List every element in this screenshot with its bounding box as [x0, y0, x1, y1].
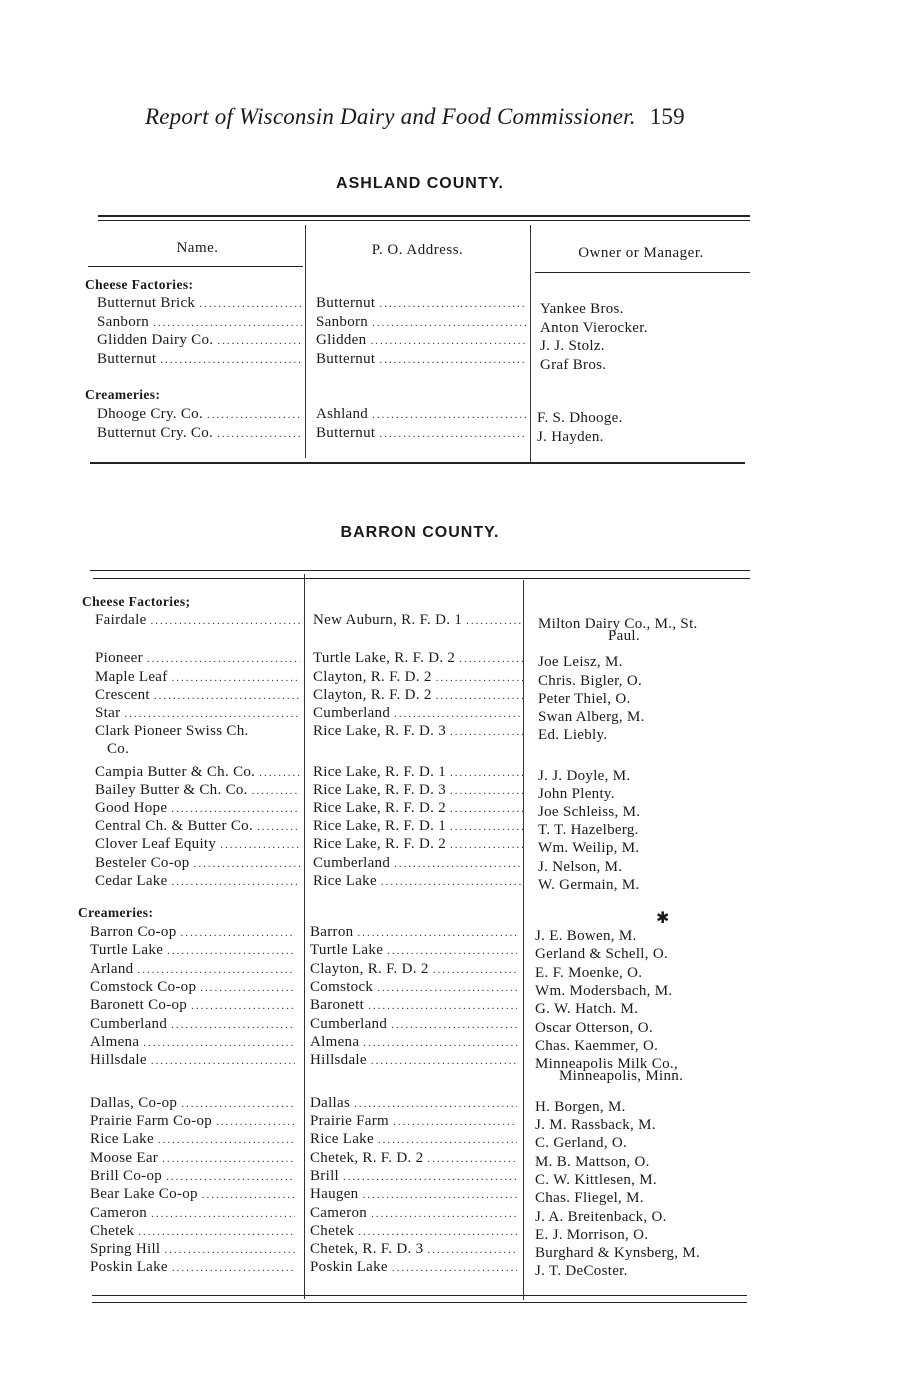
entry-address	[313, 611, 523, 630]
dot-leader	[137, 961, 295, 979]
entry-name	[90, 960, 295, 979]
entry-address	[310, 941, 517, 960]
entry-owner: Milton Dairy Co., M., St.	[538, 616, 698, 632]
entry-name	[97, 405, 302, 424]
entry-address-text: Rice Lake, R. F. D. 1	[313, 818, 446, 835]
entry-address	[313, 781, 523, 800]
dot-leader	[450, 800, 523, 818]
dot-leader	[171, 800, 300, 818]
ashland-name-header: Name.	[176, 240, 219, 256]
entry-address-text: Chetek	[310, 1222, 355, 1239]
entry-address-text: Rice Lake, R. F. D. 2	[313, 836, 446, 853]
entry-address-text: Comstock	[310, 978, 374, 995]
entry-owner: Joe Schleiss, M.	[538, 804, 641, 820]
entry-address	[310, 1204, 517, 1223]
dot-leader	[450, 818, 523, 836]
entry-name	[95, 835, 300, 854]
dot-leader	[378, 1131, 517, 1149]
ashland-bottom-rule	[90, 462, 745, 464]
dot-leader	[372, 406, 526, 424]
entry-name-text: Cedar Lake	[95, 872, 168, 889]
entry-address-text: Rice Lake, R. F. D. 3	[313, 723, 446, 740]
entry-owner: J. Hayden.	[537, 429, 604, 445]
entry-name-text: Crescent	[95, 686, 150, 703]
entry-address-text: Cumberland	[313, 705, 391, 721]
entry-address	[313, 704, 523, 723]
entry-address	[316, 405, 526, 424]
entry-address-text: Rice Lake, R. F. D. 1	[313, 763, 446, 780]
dot-leader	[167, 942, 295, 960]
dot-leader	[153, 314, 302, 332]
entry-name	[95, 817, 300, 836]
entry-name-text: Bailey Butter & Ch. Co.	[95, 781, 248, 798]
entry-name	[90, 1033, 295, 1052]
entry-owner: Peter Thiel, O.	[538, 690, 631, 707]
dot-leader	[357, 924, 517, 942]
entry-address-text: Prairie Farm	[310, 1113, 389, 1129]
entry-address-text: Clayton, R. F. D. 2	[310, 960, 429, 977]
dot-leader	[387, 942, 517, 960]
entry-name-text: Dhooge Cry. Co.	[97, 406, 204, 422]
dot-leader	[427, 1150, 517, 1168]
entry-address	[313, 835, 523, 854]
entry-name-text: Butternut	[97, 350, 157, 367]
entry-name	[95, 611, 300, 630]
entry-name-text: Fairdale	[95, 612, 147, 628]
entry-name	[95, 799, 300, 818]
entry-address	[310, 996, 517, 1015]
dot-leader	[450, 723, 523, 741]
entry-owner: Graf Bros.	[540, 356, 607, 373]
entry-name-text: Rice Lake	[90, 1131, 154, 1148]
dot-leader	[427, 1241, 517, 1259]
entry-owner: J. E. Bowen, M.	[535, 928, 637, 944]
entry-name	[90, 1094, 295, 1113]
entry-owner-cont: Minneapolis, Minn.	[559, 1068, 684, 1085]
entry-name	[97, 294, 302, 313]
entry-name-text: Hillsdale	[90, 1052, 147, 1069]
dot-leader	[202, 1186, 295, 1204]
dot-leader	[363, 1034, 517, 1052]
entry-address	[313, 649, 523, 668]
barron-col-divider-2	[523, 580, 524, 1300]
entry-address-text: Poskin Lake	[310, 1259, 388, 1276]
dot-leader	[154, 687, 300, 705]
entry-address-text: Rice Lake	[313, 872, 377, 889]
dot-leader	[362, 1186, 517, 1204]
dot-leader	[358, 1223, 517, 1241]
entry-name-text: Campia Butter & Ch. Co.	[95, 763, 256, 780]
entry-name	[95, 763, 300, 782]
dot-leader	[392, 1259, 517, 1277]
ornament-icon: ✱	[656, 908, 670, 927]
entry-name-text: Turtle Lake	[90, 942, 164, 959]
dot-leader	[164, 1241, 295, 1259]
entry-address-text: Ashland	[316, 406, 369, 422]
entry-address-text: Brill	[310, 1167, 340, 1184]
entry-owner: Yankee Bros.	[540, 301, 624, 317]
dot-leader	[171, 1016, 295, 1034]
dot-leader	[377, 979, 517, 997]
dot-leader	[450, 836, 523, 854]
entry-name-text: Glidden Dairy Co.	[97, 332, 214, 348]
entry-name	[90, 1051, 295, 1070]
dot-leader	[379, 295, 526, 313]
entry-name	[90, 923, 295, 942]
dot-leader	[172, 669, 300, 687]
entry-address	[310, 1185, 517, 1204]
entry-address	[310, 960, 517, 979]
entry-address	[310, 1015, 517, 1034]
entry-address-text: Hillsdale	[310, 1052, 367, 1069]
entry-name	[90, 1015, 295, 1034]
entry-owner: Chas. Kaemmer, O.	[535, 1037, 659, 1054]
entry-address-text: New Auburn, R. F. D. 1	[313, 612, 463, 628]
entry-address-text: Butternut	[316, 425, 376, 441]
entry-address	[316, 313, 526, 332]
entry-address	[316, 350, 526, 369]
entry-owner: W. Germain, M.	[538, 876, 640, 893]
entry-owner: Oscar Otterson, O.	[535, 1019, 653, 1036]
entry-address	[310, 923, 517, 942]
ashland-header-rule-1	[88, 266, 303, 267]
dot-leader	[143, 1034, 295, 1052]
entry-name-text: Almena	[90, 1033, 140, 1050]
entry-name-text: Butternut Brick	[97, 295, 196, 311]
entry-name-text: Cumberland	[90, 1015, 168, 1032]
entry-address-text: Turtle Lake, R. F. D. 2	[313, 650, 456, 667]
entry-name-text: Clover Leaf Equity	[95, 836, 217, 853]
barron-creameries-label: Creameries:	[78, 905, 154, 920]
entry-address-text: Butternut	[316, 295, 376, 311]
entry-name-text: Central Ch. & Butter Co.	[95, 818, 254, 835]
dot-leader	[216, 1113, 295, 1131]
dot-leader	[436, 687, 523, 705]
entry-name-text: Sanborn	[97, 313, 150, 330]
entry-name	[90, 1258, 295, 1277]
entry-name	[90, 1130, 295, 1149]
entry-owner: C. W. Kittlesen, M.	[535, 1171, 657, 1188]
dot-leader	[147, 650, 300, 668]
dot-leader	[252, 782, 300, 800]
entry-name-text: Bear Lake Co-op	[90, 1186, 198, 1203]
entry-address-text: Chetek, R. F. D. 2	[310, 1149, 424, 1166]
entry-name-text: Brill Co-op	[90, 1167, 163, 1184]
entry-name	[90, 1240, 295, 1259]
entry-name	[95, 686, 300, 705]
entry-address	[313, 872, 523, 891]
barron-county-title: BARRON COUNTY.	[340, 524, 500, 541]
dot-leader	[151, 612, 300, 630]
entry-owner: Wm. Weilip, M.	[538, 840, 640, 857]
entry-address	[316, 331, 526, 350]
entry-address	[316, 424, 526, 443]
entry-address	[313, 854, 523, 873]
dot-leader	[436, 669, 523, 687]
entry-address-text: Rice Lake	[310, 1131, 374, 1148]
dot-leader	[158, 1131, 295, 1149]
entry-name	[90, 1149, 295, 1168]
dot-leader	[394, 705, 523, 723]
entry-address-text: Glidden	[316, 332, 367, 348]
dot-leader	[379, 351, 526, 369]
entry-name	[90, 941, 295, 960]
entry-owner: M. B. Mattson, O.	[535, 1153, 650, 1170]
dot-leader	[372, 314, 526, 332]
dot-leader	[124, 705, 300, 723]
dot-leader	[181, 1095, 295, 1113]
entry-name	[95, 781, 300, 800]
dot-leader	[371, 1205, 517, 1223]
entry-address	[310, 1167, 517, 1186]
dot-leader	[371, 1052, 517, 1070]
dot-leader	[459, 650, 523, 668]
entry-owner: C. Gerland, O.	[535, 1135, 628, 1152]
entry-name	[95, 649, 300, 668]
dot-leader	[162, 1150, 295, 1168]
entry-address	[310, 1258, 517, 1277]
entry-address	[310, 978, 517, 997]
entry-address	[310, 1051, 517, 1070]
entry-owner: Burghard & Kynsberg, M.	[535, 1245, 701, 1262]
ashland-header-rule-3	[535, 272, 750, 273]
entry-address	[313, 763, 523, 782]
entry-address	[310, 1033, 517, 1052]
entry-name: Clark Pioneer Swiss Ch.	[95, 723, 249, 740]
entry-name	[90, 1112, 295, 1131]
entry-address-text: Clayton, R. F. D. 2	[313, 668, 432, 685]
dot-leader	[343, 1168, 517, 1186]
entry-name-text: Baronett Co-op	[90, 997, 188, 1014]
dot-leader	[217, 332, 302, 350]
entry-address	[310, 1094, 517, 1113]
entry-address-text: Dallas	[310, 1094, 351, 1111]
entry-name-text: Arland	[90, 960, 134, 977]
entry-name-text: Star	[95, 705, 121, 721]
dot-leader	[199, 295, 302, 313]
ashland-cheese-label: Cheese Factories:	[85, 277, 194, 292]
entry-name-text: Barron Co-op	[90, 924, 177, 940]
ashland-address-header: P. O. Address.	[371, 242, 464, 258]
entry-owner: E. J. Morrison, O.	[535, 1226, 649, 1243]
ashland-col-divider-1	[305, 225, 306, 458]
entry-address-text: Clayton, R. F. D. 2	[313, 686, 432, 703]
entry-address-text: Baronett	[310, 997, 365, 1014]
dot-leader	[166, 1168, 295, 1186]
entry-address	[310, 1240, 517, 1259]
entry-address-text: Almena	[310, 1033, 360, 1050]
ashland-creameries-label: Creameries:	[85, 387, 161, 402]
entry-address	[310, 1149, 517, 1168]
dot-leader	[257, 818, 300, 836]
entry-name	[95, 704, 300, 723]
entry-owner: J. Nelson, M.	[538, 858, 623, 875]
ashland-top-rule-thin	[98, 220, 750, 221]
entry-name	[90, 978, 295, 997]
dot-leader	[433, 961, 517, 979]
dot-leader	[217, 425, 302, 443]
entry-name	[90, 996, 295, 1015]
entry-name-text: Cameron	[90, 1204, 148, 1221]
entry-address-text: Rice Lake, R. F. D. 2	[313, 800, 446, 816]
entry-name	[97, 331, 302, 350]
entry-address	[310, 1112, 517, 1131]
entry-name-text: Pioneer	[95, 650, 143, 667]
dot-leader	[191, 997, 295, 1015]
entry-owner: Gerland & Schell, O.	[535, 946, 669, 963]
entry-owner: Chris. Bigler, O.	[538, 672, 643, 689]
entry-name-text: Butternut Cry. Co.	[97, 425, 214, 441]
entry-address-text: Barron	[310, 924, 354, 940]
entry-name-text: Chetek	[90, 1222, 135, 1239]
dot-leader	[466, 612, 523, 630]
entry-owner-cont: Paul.	[608, 628, 640, 645]
entry-name	[97, 313, 302, 332]
dot-leader	[393, 1113, 517, 1131]
entry-owner: Joe Leisz, M.	[538, 654, 623, 671]
entry-address-text: Chetek, R. F. D. 3	[310, 1241, 424, 1258]
ashland-county-title: ASHLAND COUNTY.	[336, 175, 504, 192]
entry-name-text: Prairie Farm Co-op	[90, 1113, 213, 1129]
entry-owner: J. T. DeCoster.	[535, 1263, 628, 1280]
dot-leader	[354, 1095, 517, 1113]
dot-leader	[259, 764, 300, 782]
entry-owner: Wm. Modersbach, M.	[535, 982, 673, 999]
entry-address	[313, 817, 523, 836]
barron-top-rule	[90, 570, 750, 571]
entry-owner: F. S. Dhooge.	[537, 410, 623, 426]
entry-owner: E. F. Moenke, O.	[535, 964, 643, 981]
dot-leader	[172, 873, 300, 891]
entry-address-text: Rice Lake, R. F. D. 3	[313, 781, 446, 798]
entry-name	[90, 1167, 295, 1186]
entry-address	[310, 1222, 517, 1241]
entry-owner: H. Borgen, M.	[535, 1098, 626, 1115]
entry-owner: T. T. Hazelberg.	[538, 822, 639, 839]
dot-leader	[368, 997, 517, 1015]
entry-name	[97, 350, 302, 369]
entry-name-text: Good Hope	[95, 800, 168, 816]
barron-bottom-rule	[92, 1295, 747, 1296]
dot-leader	[450, 782, 523, 800]
entry-address-text: Cumberland	[313, 854, 391, 871]
dot-leader	[172, 1259, 295, 1277]
entry-name-text: Maple Leaf	[95, 668, 168, 685]
ashland-top-rule	[98, 215, 750, 217]
entry-name-text: Besteler Co-op	[95, 854, 190, 871]
entry-name-text: Spring Hill	[90, 1241, 161, 1258]
entry-name	[90, 1204, 295, 1223]
entry-owner: J. J. Stolz.	[540, 338, 605, 354]
entry-address	[313, 722, 523, 741]
report-title: Report of Wisconsin Dairy and Food Commissioner.	[145, 104, 636, 129]
dot-leader	[394, 855, 523, 873]
entry-address	[313, 799, 523, 818]
dot-leader	[138, 1223, 295, 1241]
barron-top-rule-2	[93, 578, 750, 579]
entry-owner: Swan Alberg, M.	[538, 709, 645, 725]
entry-owner: Chas. Fliegel, M.	[535, 1190, 644, 1207]
entry-owner: J. A. Breitenback, O.	[535, 1208, 667, 1225]
entry-address-text: Cumberland	[310, 1015, 388, 1032]
entry-name	[90, 1185, 295, 1204]
entry-address	[316, 294, 526, 313]
barron-cheese-label: Cheese Factories;	[82, 594, 191, 609]
barron-col-divider-1	[304, 574, 305, 1299]
entry-name-text: Poskin Lake	[90, 1259, 168, 1276]
entry-address-text: Butternut	[316, 350, 376, 367]
entry-address-text: Turtle Lake	[310, 942, 384, 959]
entry-name-text: Comstock Co-op	[90, 978, 197, 995]
dot-leader	[450, 764, 523, 782]
dot-leader	[200, 979, 295, 997]
dot-leader	[391, 1016, 517, 1034]
dot-leader	[220, 836, 300, 854]
entry-name	[90, 1222, 295, 1241]
entry-name-text: Dallas, Co-op	[90, 1094, 178, 1111]
entry-owner: John Plenty.	[538, 785, 615, 802]
entry-name-text: Moose Ear	[90, 1149, 159, 1166]
running-head	[145, 104, 745, 130]
entry-name	[95, 668, 300, 687]
ashland-owner-header: Owner or Manager.	[578, 245, 704, 261]
dot-leader	[379, 425, 526, 443]
entry-owner: Minneapolis Milk Co.,	[535, 1056, 678, 1073]
entry-name	[97, 424, 302, 443]
dot-leader	[160, 351, 302, 369]
dot-leader	[151, 1205, 295, 1223]
dot-leader	[207, 406, 302, 424]
entry-owner: Anton Vierocker.	[540, 319, 648, 336]
dot-leader	[381, 873, 523, 891]
barron-bottom-rule-2	[92, 1302, 747, 1303]
entry-address	[313, 668, 523, 687]
entry-owner: G. W. Hatch. M.	[535, 1001, 639, 1018]
dot-leader	[194, 855, 300, 873]
dot-leader	[370, 332, 526, 350]
entry-address-text: Haugen	[310, 1186, 359, 1203]
dot-leader	[151, 1052, 295, 1070]
entry-name	[95, 854, 300, 873]
entry-owner: J. M. Rassback, M.	[535, 1117, 656, 1133]
entry-address-text: Sanborn	[316, 313, 369, 330]
entry-name-cont: Co.	[107, 741, 130, 758]
entry-owner: Ed. Liebly.	[538, 727, 608, 744]
entry-address-text: Cameron	[310, 1204, 368, 1221]
entry-address	[310, 1130, 517, 1149]
entry-address	[313, 686, 523, 705]
entry-name	[95, 872, 300, 891]
dot-leader	[181, 924, 295, 942]
entry-owner: J. J. Doyle, M.	[538, 767, 631, 784]
page-number: 159	[649, 104, 685, 129]
